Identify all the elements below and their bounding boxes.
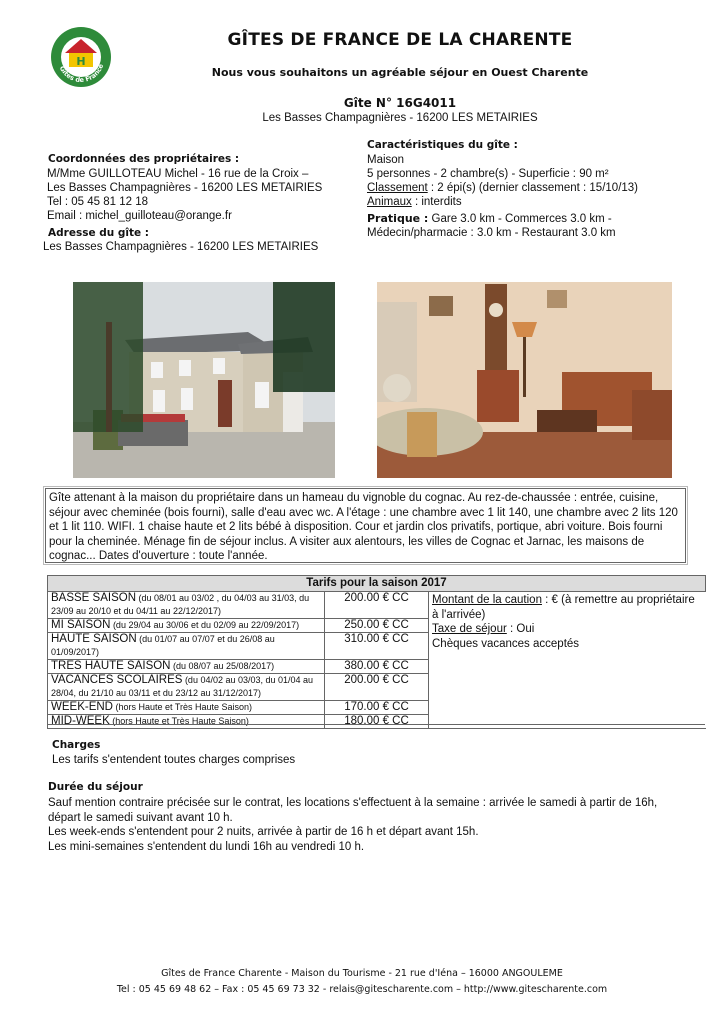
season-name: HAUTE SAISON [51, 633, 137, 645]
taxe-value: : Oui [506, 623, 535, 635]
house-exterior-photo [73, 282, 335, 478]
characteristics-pratique [367, 211, 612, 227]
characteristics-capacity: 5 personnes - 2 chambre(s) - Superficie : 90 m² [367, 168, 609, 180]
season-cell [48, 592, 325, 619]
taxe-label: Taxe de séjour [432, 623, 507, 635]
owner-city: Les Basses Champagnières - 16200 LES METAIRIES [47, 182, 323, 194]
season-cell [48, 715, 325, 729]
season-price: 180.00 € CC [325, 715, 429, 729]
caution-label: Montant de la caution [432, 594, 542, 606]
season-price: 200.00 € CC [325, 674, 429, 701]
pratique-label: Pratique : [367, 212, 429, 225]
classement-label: Classement [367, 182, 428, 194]
page-title: GÎTES DE FRANCE DE LA CHARENTE [227, 30, 573, 50]
season-name: WEEK-END [51, 701, 113, 713]
tariffs-title-row [48, 576, 706, 592]
animaux-value: : interdits [411, 196, 462, 208]
duree-text [48, 796, 688, 854]
charges-heading: Charges [52, 739, 101, 751]
table-bottom-rule [47, 724, 705, 725]
characteristics-animaux [367, 195, 462, 210]
season-dates: (du 29/04 au 30/06 et du 02/09 au 22/09/2017) [110, 620, 300, 630]
season-price: 170.00 € CC [325, 701, 429, 715]
svg-text:H: H [76, 55, 86, 68]
characteristics-heading: Caractéristiques du gîte : [367, 139, 518, 151]
season-name: BASSE SAISON [51, 592, 137, 604]
caution-value: : € (à remettre au propriétaire à l'arrivée) [432, 594, 695, 621]
charges-text: Les tarifs s'entendent toutes charges comprises [52, 754, 296, 766]
characteristics-type: Maison [367, 154, 405, 166]
duree-line-2: Les week-ends s'entendent pour 2 nuits, arrivée à partir de 16 h et départ avant 15h. [48, 826, 479, 838]
footer-address: Gîtes de France Charente - Maison du Tourisme - 21 rue d'Iéna – 16000 ANGOULEME [161, 968, 563, 979]
season-name: MID-WEEK [51, 715, 110, 727]
owner-heading: Coordonnées des propriétaires : [48, 153, 240, 165]
taxe-line [432, 622, 703, 637]
season-name: MI SAISON [51, 619, 111, 631]
owner-email: Email : michel_guilloteau@orange.fr [47, 210, 232, 222]
gite-address-heading: Adresse du gîte : [48, 227, 149, 239]
characteristics-classement [367, 181, 638, 196]
cheques-line: Chèques vacances acceptés [432, 637, 580, 650]
season-cell [48, 701, 325, 715]
living-room-photo [377, 282, 672, 478]
season-name: TRES HAUTE SAISON [51, 660, 171, 672]
caution-line [432, 593, 703, 622]
gite-description: Gîte attenant à la maison du propriétaire dans un hameau du vignoble du cognac. Au rez-de-chaussée : entrée, cuisine, séjour avec cheminée (bois fourni), salle d'eau avec wc. A l'étage : une chambre avec 1 lit 140, une chambre avec 2 lits 120 et 1 lit 110. WIFI. 1 chaise haute et 2 lits bébé à disposition. Cour et jardin clos privatifs, portique, abri voiture. Bois fourni pour la cheminée. Ménage fin de séjour inclus. A visiter aux alentours, les villes de Cognac et Jarnac, les maisons de cognac... Dates d'ouverture : toute l'année. [45, 488, 686, 563]
season-cell [48, 660, 325, 674]
duree-line-1: Sauf mention contraire précisée sur le contrat, les locations s'effectuent à la semaine : arrivée le samedi à partir de 16h, départ le samedi suivant avant 10 h. [48, 797, 658, 824]
gite-address-value: Les Basses Champagnières - 16200 LES METAIRIES [43, 241, 319, 253]
tariff-info-cell [429, 592, 706, 729]
season-dates: (du 08/01 au 03/02 , du 04/03 au 31/03, du 23/09 au 20/10 et du 04/11 au 22/12/2017) [51, 593, 310, 616]
gite-address: Les Basses Champagnières - 16200 LES METAIRIES [262, 112, 538, 124]
pratique-line1: Gare 3.0 km - Commerces 3.0 km - [428, 213, 612, 225]
owner-phone: Tel : 05 45 81 12 18 [47, 196, 149, 208]
pratique-line2: Médecin/pharmacie : 3.0 km - Restaurant 3.0 km [367, 227, 616, 239]
season-dates: (du 08/07 au 25/08/2017) [170, 661, 275, 671]
season-price: 380.00 € CC [325, 660, 429, 674]
animaux-label: Animaux [367, 196, 412, 208]
welcome-subtitle: Nous vous souhaitons un agréable séjour en Ouest Charente [211, 66, 589, 79]
duree-heading: Durée du séjour [48, 781, 143, 793]
season-dates: (hors Haute et Très Haute Saison) [109, 716, 249, 726]
classement-value: : 2 épi(s) (dernier classement : 15/10/13) [427, 182, 639, 194]
gite-number: Gîte N° 16G4011 [343, 96, 457, 110]
tariffs-table [47, 575, 706, 729]
footer-contact: Tel : 05 45 69 48 62 – Fax : 05 45 69 73 32 - relais@gitescharente.com – http://www.gitescharente.com [116, 984, 608, 995]
season-cell [48, 674, 325, 701]
duree-line-3: Les mini-semaines s'entendent du lundi 16h au vendredi 10 h. [48, 840, 365, 853]
owner-name: M/Mme GUILLOTEAU Michel - 16 rue de la Croix – [47, 168, 309, 180]
tariffs-title: Tarifs pour la saison 2017 [48, 576, 706, 592]
gites-de-france-logo [50, 26, 112, 88]
season-price: 200.00 € CC [325, 592, 429, 619]
season-cell [48, 633, 325, 660]
season-name: VACANCES SCOLAIRES [51, 674, 183, 686]
table-row [48, 592, 706, 619]
season-price: 310.00 € CC [325, 633, 429, 660]
season-dates: (hors Haute et Très Haute Saison) [112, 702, 253, 712]
season-dates: (du 01/07 au 07/07 et du 26/08 au 01/09/2017) [51, 634, 275, 657]
svg-text:Gîtes de France: Gîtes de France [57, 62, 106, 85]
season-price: 250.00 € CC [325, 619, 429, 633]
season-dates: (du 04/02 au 03/03, du 01/04 au 28/04, du 21/10 au 03/11 et du 23/12 au 31/12/2017) [51, 675, 314, 698]
season-cell [48, 619, 325, 633]
